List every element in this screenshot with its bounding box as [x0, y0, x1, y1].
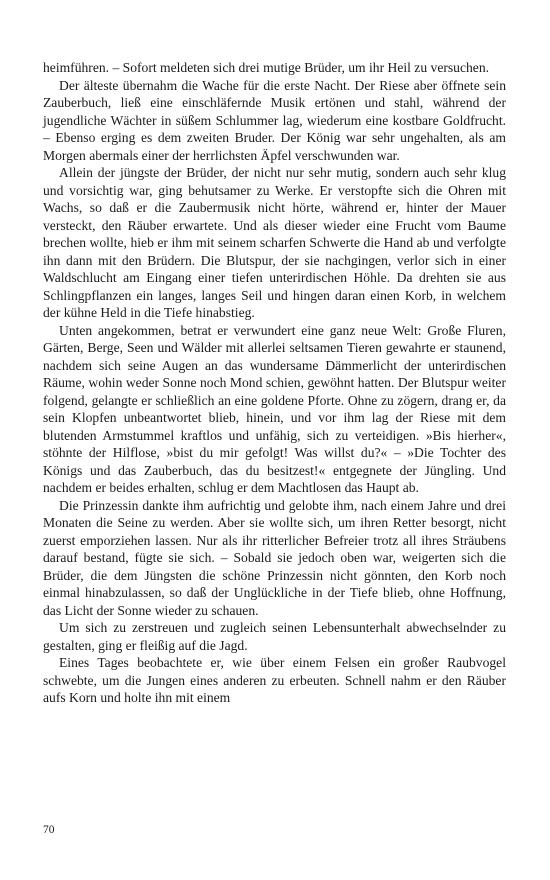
- paragraph-continuation: heimführen. – Sofort meldeten sich drei mutige Brüder, um ihr Heil zu versuchen.: [43, 60, 490, 75]
- paragraph: Allein der jüngste der Brüder, der nicht nur sehr mutig, sondern auch sehr klug und vorsichtig war, ging behutsamer zu Werke. Er verstopfte sich die Ohren mit Wachs, so daß er die Zaubermusik nicht hörte, während er, hinter der Mauer versteckt, den Räuber erwartete. Und als dieser wieder eine Frucht vom Baume brechen wollte, hieb er ihm mit seinem scharfen Schwerte die Hand ab und verfolgte ihn dann mit den Brüdern. Die Blutspur, der sie nachgingen, verlor sich in einer Waldschlucht am Eingang einer tiefen unterirdischen Höhle. Da drehten sie aus Schlingpflanzen ein langes, langes Seil und hingen daran einen Korb, in welchem der kühne Held in die Tiefe hinabstieg.: [43, 165, 506, 320]
- paragraph: Der älteste übernahm die Wache für die erste Nacht. Der Riese aber öffnete sein Zauberbuch, ließ eine einschläfernde Musik ertönen und stahl, während der jugendliche Wächter in süßem Schlummer lag, wiederum eine kostbare Goldfrucht. – Ebenso erging es dem zweiten Bruder. Der König war sehr ungehalten, als am Morgen abermals einer der herrlichsten Äpfel verschwunden war.: [43, 77, 506, 163]
- paragraph: Die Prinzessin dankte ihm aufrichtig und gelobte ihm, nach einem Jahre und drei Monaten die Seine zu werden. Aber sie wollte sich, um ihren Retter besorgt, nicht zuerst emporziehen lassen. Nur als ihr ritterlicher Befreier trotz all ihres Sträubens darauf bestand, fügte sie sich. – Sobald sie jedoch oben war, weigerten sich die Brüder, die dem Jüngsten die schöne Prinzessin nicht gönnten, den Korb noch einmal hinabzulassen, so daß der Unglückliche in der Tiefe blieb, ohne Hoffnung, das Licht der Sonne wieder zu schauen.: [43, 497, 506, 618]
- page-number: 70: [43, 824, 55, 836]
- paragraph: Eines Tages beobachtete er, wie über einem Felsen ein großer Raubvogel schwebte, um die Jungen eines anderen zu erbeuten. Schnell nahm er den Räuber aufs Korn und holte ihn mit einem: [43, 655, 506, 705]
- paragraph: Um sich zu zerstreuen und zugleich seinen Lebensunterhalt abwechselnder zu gestalten, ging er fleißig auf die Jagd.: [43, 620, 506, 653]
- paragraph: Unten angekommen, betrat er verwundert eine ganz neue Welt: Große Fluren, Gärten, Berge, Seen und Wälder mit allerlei seltsamen Tieren gewahrte er staunend, nachdem sich seine Augen an das wundersame Dämmerlicht der unterirdischen Räume, wohin weder Sonne noch Mond schien, gewöhnt hatten. Der Blutspur weiter folgend, gelangte er schließlich an eine goldene Pforte. Ohne zu zögern, drang er, da sein Klopfen unbeantwortet blieb, hinein, und vor ihm lag der Riese mit dem blutenden Armstummel kraftlos und unfähig, sich zu verteidigen. »Bis hierher«, stöhnte der Hilflose, »bist du mir gefolgt! Was willst du?« – »Die Tochter des Königs und das Zauberbuch, das du besitzest!« entgegnete der Jüngling. Und nachdem er beides erhalten, schlug er dem Machtlosen das Haupt ab.: [43, 322, 506, 495]
- body-text: [43, 59, 506, 707]
